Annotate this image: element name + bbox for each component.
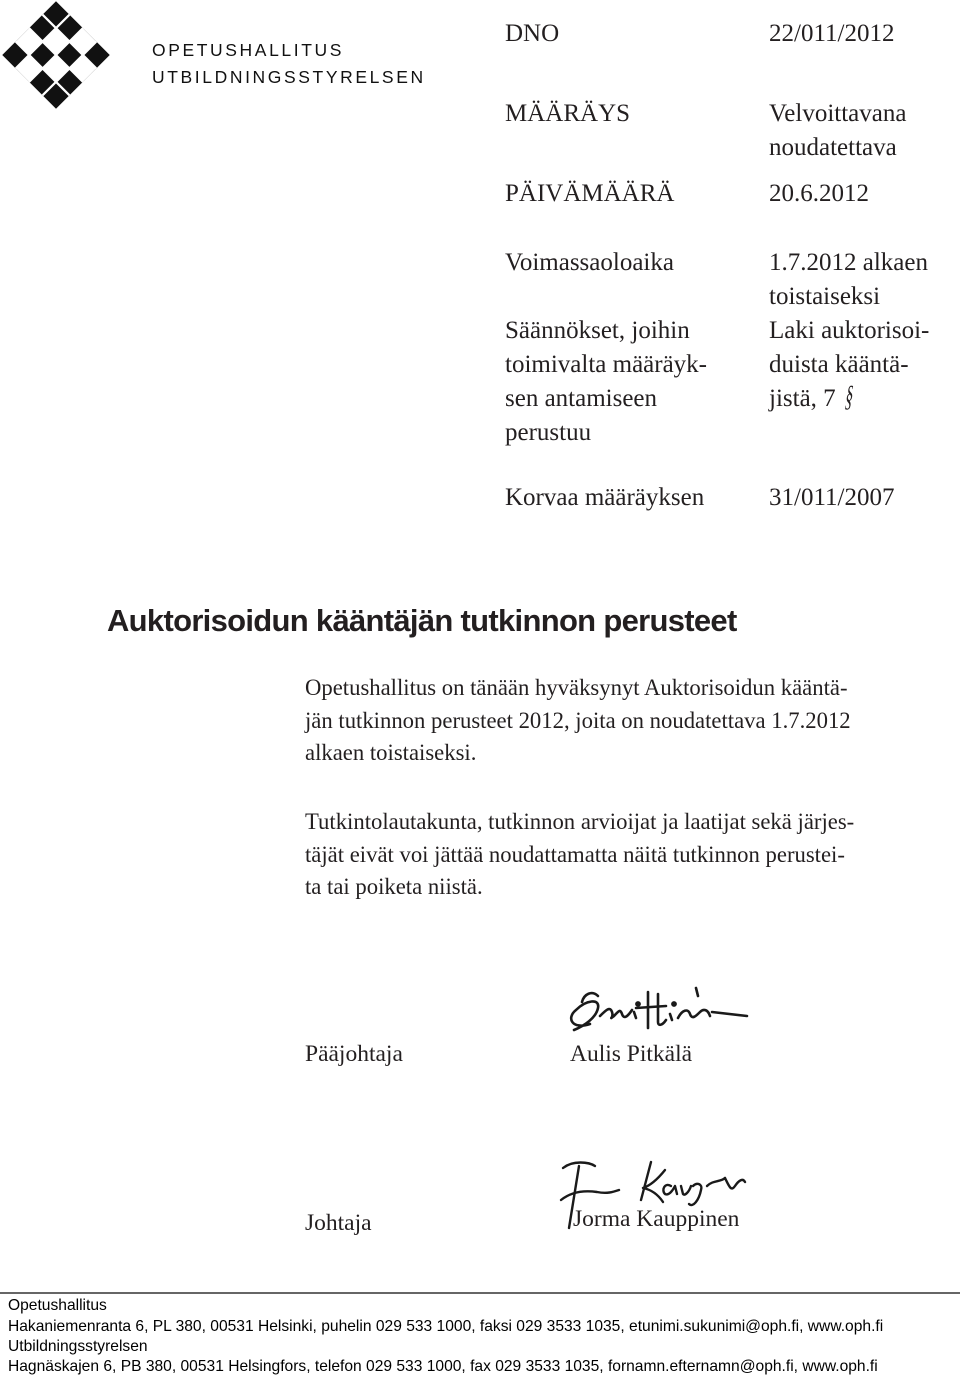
signature-pitkala [562, 982, 757, 1038]
date-value: 20.6.2012 [769, 180, 869, 207]
basis-label-line: toimivalta määräyk- [505, 351, 708, 378]
footer-address-sv: Hagnäskajen 6, PB 380, 00531 Helsingfors, telefon 029 533 1000, fax 029 3533 1035, fornamn.efternamn@oph.fi, www.oph.fi [8, 1358, 878, 1375]
basis-label [505, 314, 755, 450]
basis-value-line [769, 382, 959, 416]
type-value [769, 97, 959, 165]
basis-label-line: Säännökset, joihin [505, 317, 690, 344]
date-label: PÄIVÄMÄÄRÄ [505, 180, 675, 207]
validity-value-line2: toistaiseksi [769, 283, 881, 310]
section-symbol: § [843, 380, 856, 413]
basis-label-line: perustuu [505, 419, 592, 446]
footer-address-fi: Hakaniemenranta 6, PL 380, 00531 Helsinki, puhelin 029 533 1000, faksi 029 3533 1035, etunimi.sukunimi@oph.fi, www.oph.fi [8, 1318, 884, 1335]
basis-label-line: sen antamiseen [505, 385, 658, 412]
signatory-role-2: Johtaja [305, 1210, 372, 1236]
validity-value [769, 246, 959, 314]
basis-value-line: Laki auktorisoi- [769, 317, 930, 344]
paragraph-line: alkaen toistaiseksi. [305, 740, 477, 765]
type-label: MÄÄRÄYS [505, 100, 631, 127]
replaces-value: 31/011/2007 [769, 484, 895, 511]
logo-name-fi: OPETUSHALLITUS [152, 40, 344, 60]
validity-value-line1: 1.7.2012 alkaen [769, 249, 928, 276]
paragraph-approval [305, 672, 957, 770]
dno-value: 22/011/2012 [769, 20, 895, 47]
basis-value-line: duista kääntä- [769, 351, 909, 378]
paragraph-line: Tutkintolautakunta, tutkinnon arvioijat ja laatijat sekä järjes- [305, 809, 855, 834]
basis-value [769, 314, 959, 416]
footer-org-sv: Utbildningsstyrelsen [8, 1338, 148, 1355]
document-title: Auktorisoidun kääntäjän tutkinnon perusteet [107, 603, 737, 638]
paragraph-line: täjät eivät voi jättää noudattamatta näitä tutkinnon perustei- [305, 841, 845, 867]
signatory-role-1: Pääjohtaja [305, 1041, 403, 1067]
logo-diamond-grid-icon [0, 0, 112, 110]
type-value-line1: Velvoittavana [769, 100, 907, 127]
footer-divider [0, 1292, 960, 1294]
replaces-label: Korvaa määräyksen [505, 484, 705, 511]
logo-name-sv: UTBILDNINGSSTYRELSEN [152, 67, 426, 87]
validity-label: Voimassaoloaika [505, 249, 674, 276]
dno-label: DNO [505, 20, 560, 47]
paragraph-line: jän tutkinnon perusteet 2012, joita on noudatettava 1.7.2012 [305, 707, 851, 733]
paragraph-obligation [305, 806, 957, 904]
footer-org-fi: Opetushallitus [8, 1297, 107, 1314]
basis-value-line-text: jistä, 7 [769, 385, 836, 412]
paragraph-line: Opetushallitus on tänään hyväksynyt Auktorisoidun kääntä- [305, 675, 848, 700]
signatory-name-2: Jorma Kauppinen [573, 1206, 740, 1232]
signatory-name-1: Aulis Pitkälä [570, 1041, 693, 1067]
type-value-line2: noudatettava [769, 134, 897, 161]
paragraph-line: ta tai poiketa niistä. [305, 874, 483, 899]
